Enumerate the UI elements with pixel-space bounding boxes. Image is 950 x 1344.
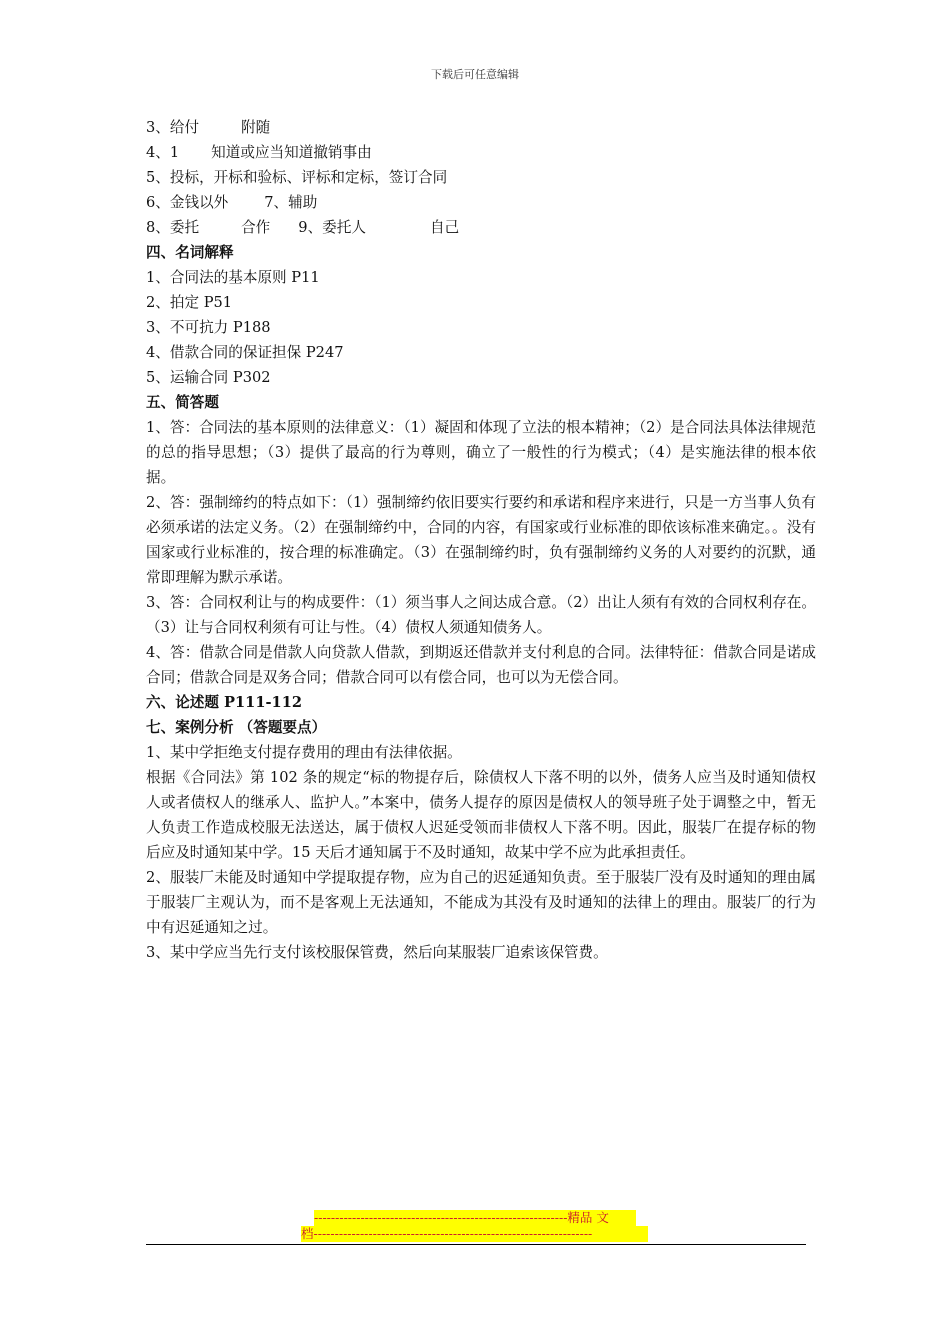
paragraph: 1、答：合同法的基本原则的法律意义：（1）凝固和体现了立法的根本精神；（2）是合同法具体法律规范的总的指导思想；（3）提供了最高的行为尊则，确立了一般性的行为模式；（4）是实施法律的根本依据。 xyxy=(146,419,816,486)
list-item: 5、运输合同 P302 xyxy=(146,369,271,386)
paragraph: 2、服装厂未能及时通知中学提取提存物，应为自己的迟延通知负责。至于服装厂没有及时通知的理由属于服装厂主观认为，而不是客观上无法通知，不能成为其没有及时通知的法律上的理由。服装厂的行为中有迟延通知之过。 xyxy=(146,869,816,936)
section-4-heading: 四、名词解释 xyxy=(146,244,234,261)
answer-3b: 附随 xyxy=(241,119,271,136)
page-header: 下载后可任意编辑 xyxy=(431,68,519,81)
answer-9: 9、委托人 xyxy=(298,219,366,236)
list-item: 1、合同法的基本原则 P11 xyxy=(146,269,320,286)
answer-4: 4、1 xyxy=(146,144,180,161)
paragraph: 3、答：合同权利让与的构成要件：（1）须当事人之间达成合意。（2）出让人须有有效的合同权利存在。（3）让与合同权利须有可让与性。（4）债权人须通知债务人。 xyxy=(146,594,816,636)
answer-line-3-4 xyxy=(146,115,816,140)
paragraph: 根据《合同法》第 102 条的规定“标的物提存后，除债权人下落不明的以外，债务人应当及时通知债权人或者债权人的继承人、监护人。”本案中，债务人提存的原因是债权人的领导班子处于调整之中，暂无人负责工作造成校服无法送达，属于债权人迟延受领而非债权人下落不明。因此，服装厂在提存标的物后应及时通知某中学。15 天后才通知属于不及时通知，故某中学不应为此承担责任。 xyxy=(146,769,816,861)
section-6-heading: 六、论述题 P111-112 xyxy=(146,694,303,711)
answer-3: 3、给付 xyxy=(146,119,200,136)
answer-4b: 知道或应当知道撤销事由 xyxy=(211,144,372,161)
list-item: 4、借款合同的保证担保 P247 xyxy=(146,344,344,361)
answer-7: 7、辅助 xyxy=(264,194,318,211)
answer-9b: 自己 xyxy=(429,219,460,236)
answer-line-4 xyxy=(146,140,816,165)
section-7-heading: 七、案例分析 （答题要点） xyxy=(146,719,327,736)
paragraph: 1、某中学拒绝支付提存费用的理由有法律依据。 xyxy=(146,744,462,761)
footer-rule xyxy=(146,1244,806,1245)
footer-highlight-line-1: ------------------------------------------------------------精品 文 xyxy=(314,1210,636,1226)
answer-line-6-7 xyxy=(146,190,816,215)
answer-8: 8、委托 xyxy=(146,219,200,236)
answer-line-8-9 xyxy=(146,215,816,240)
paragraph: 3、某中学应当先行支付该校服保管费，然后向某服装厂追索该保管费。 xyxy=(146,944,608,961)
document-body xyxy=(146,115,816,965)
section-5-heading: 五、简答题 xyxy=(146,394,219,411)
answer-8b: 合作 xyxy=(241,219,271,236)
list-item: 3、不可抗力 P188 xyxy=(146,319,271,336)
answer-6: 6、金钱以外 xyxy=(146,194,229,211)
footer-highlight-line-2: 档------------------------------------------------------------------ xyxy=(301,1226,648,1242)
answer-line-5: 5、投标，开标和验标、评标和定标，签订合同 xyxy=(146,169,448,186)
paragraph: 4、答：借款合同是借款人向贷款人借款，到期返还借款并支付利息的合同。法律特征：借款合同是诺成合同；借款合同是双务合同；借款合同可以有偿合同，也可以为无偿合同。 xyxy=(146,644,816,686)
list-item: 2、拍定 P51 xyxy=(146,294,233,311)
paragraph: 2、答：强制缔约的特点如下：（1）强制缔约依旧要实行要约和承诺和程序来进行，只是一方当事人负有必须承诺的法定义务。（2）在强制缔约中，合同的内容，有国家或行业标准的即依该标准来确定。。没有国家或行业标准的，按合理的标准确定。（3）在强制缔约时，负有强制缔约义务的人对要约的沉默，通常即理解为默示承诺。 xyxy=(146,494,816,586)
